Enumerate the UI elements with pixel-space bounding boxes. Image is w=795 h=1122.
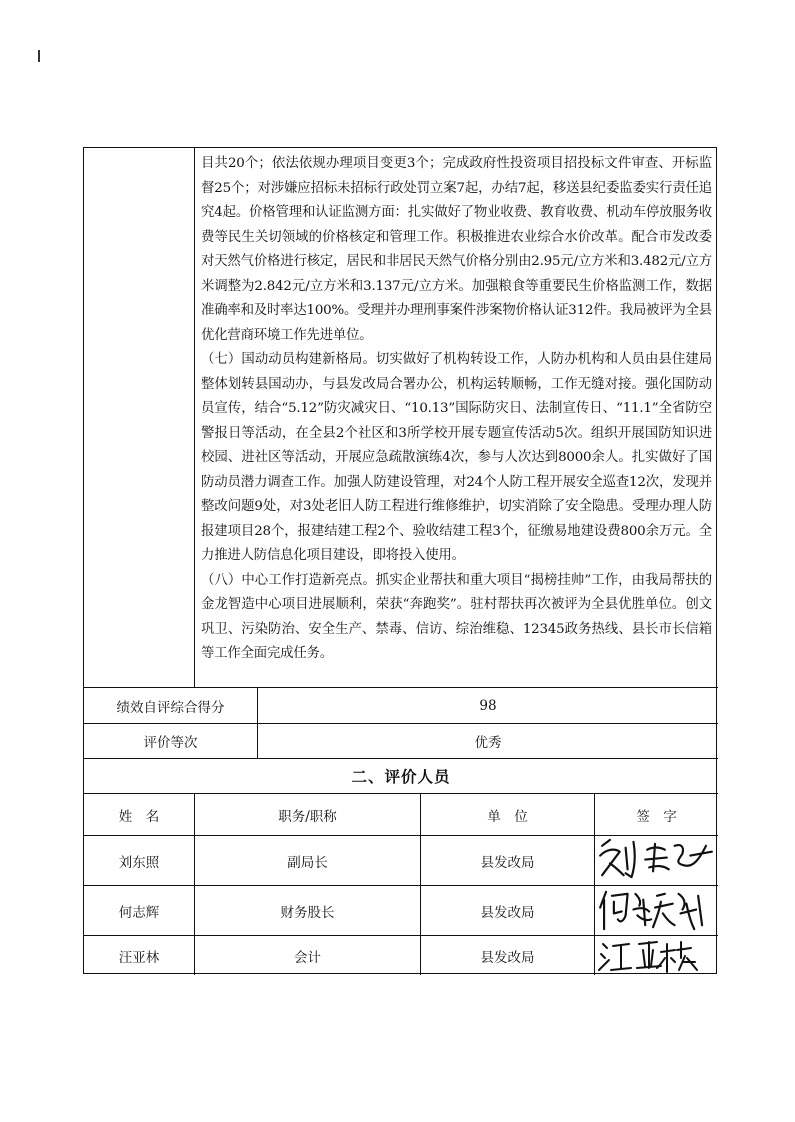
scan-mark (38, 50, 40, 62)
summary-paragraph-3: （八）中心工作打造新亮点。抓实企业帮扶和重大项目“揭榜挂帅”工作，由我局帮扶的金龙智造中心项目进展顺利，荣获“奔跑奖”。驻村帮扶再次被评为全县优胜单位。创文巩卫、污染防治、安全生产、禁毒、信访、综治维稳、12345政务热线、县长市长信箱等工作全面完成任务。 (201, 572, 712, 661)
score-value: 98 (258, 688, 718, 724)
person-position-1: 副局长 (195, 836, 421, 886)
person-position-2: 财务股长 (195, 886, 421, 936)
evaluation-form-table (83, 147, 717, 974)
grade-value: 优秀 (258, 724, 718, 759)
grade-label: 评价等次 (84, 724, 258, 759)
person-unit-2: 县发改局 (421, 886, 595, 936)
person-name-2: 何志辉 (84, 886, 195, 936)
score-label: 绩效自评综合得分 (84, 688, 258, 724)
header-position: 职务/职称 (195, 794, 421, 836)
summary-paragraph-2: （七）国动动员构建新格局。切实做好了机构转设工作，人防办机构和人员由县住建局整体划转县国动办，与县发改局合署办公，机构运转顺畅，工作无缝对接。强化国防动员宣传，结合“5.12”防灾减灾日、“10.13”国际防灾日、法制宣传日、“11.1”全省防空警报日等活动，在全县2个社区和3所学校开展专题宣传活动5次。组织开展国防知识进校园、进社区等活动，开展应急疏散演练4次，参与人次达到8000余人。扎实做好了国防动员潜力调查工作。加强人防建设管理，对24个人防工程开展安全巡查12次，发现并整改问题9处，对3处老旧人防工程进行维修维护，切实消除了安全隐患。受理办理人防报建项目28个，报建结建工程2个、验收结建工程3个，征缴易地建设费800余万元。全力推进人防信息化项目建设，即将投入使用。 (201, 352, 712, 563)
person-unit-1: 县发改局 (421, 836, 595, 886)
person-position-3: 会计 (195, 936, 421, 975)
person-name-3: 汪亚林 (84, 936, 195, 975)
signature-3 (595, 936, 718, 975)
header-name: 姓 名 (84, 794, 195, 836)
person-name-1: 刘东照 (84, 836, 195, 886)
summary-paragraph-1: 目共20个；依法依规办理项目变更3个；完成政府性投资项目招投标文件审查、开标监督25个；对涉嫌应招标未招标行政处罚立案7起，办结7起，移送县纪委监委实行责任追究4起。价格管理和认证监测方面：扎实做好了物业收费、教育收费、机动车停放服务收费等民生关切领域的价格核定和管理工作。积极推进农业综合水价改革。配合市发改委对天然气价格进行核定，居民和非居民天然气价格分别由2.95元/立方米和3.482元/立方米调整为2.842元/立方米和3.137元/立方米。加强粮食等重要民生价格监测工作，数据准确率和及时率达100%。受理并办理刑事案件涉案物价格认证312件。我局被评为全县优化营商环境工作先进单位。 (201, 156, 712, 343)
handwritten-signature-3 (595, 936, 718, 975)
handwritten-signature-1 (595, 836, 718, 885)
section-title: 二、评价人员 (84, 759, 718, 794)
header-signature: 签 字 (595, 794, 718, 836)
person-unit-3: 县发改局 (421, 936, 595, 975)
signature-2 (595, 886, 718, 936)
left-label-column-cell (84, 148, 195, 688)
header-unit: 单 位 (421, 794, 595, 836)
handwritten-signature-2 (595, 886, 718, 935)
signature-1 (595, 836, 718, 886)
work-summary-cell (195, 148, 718, 688)
